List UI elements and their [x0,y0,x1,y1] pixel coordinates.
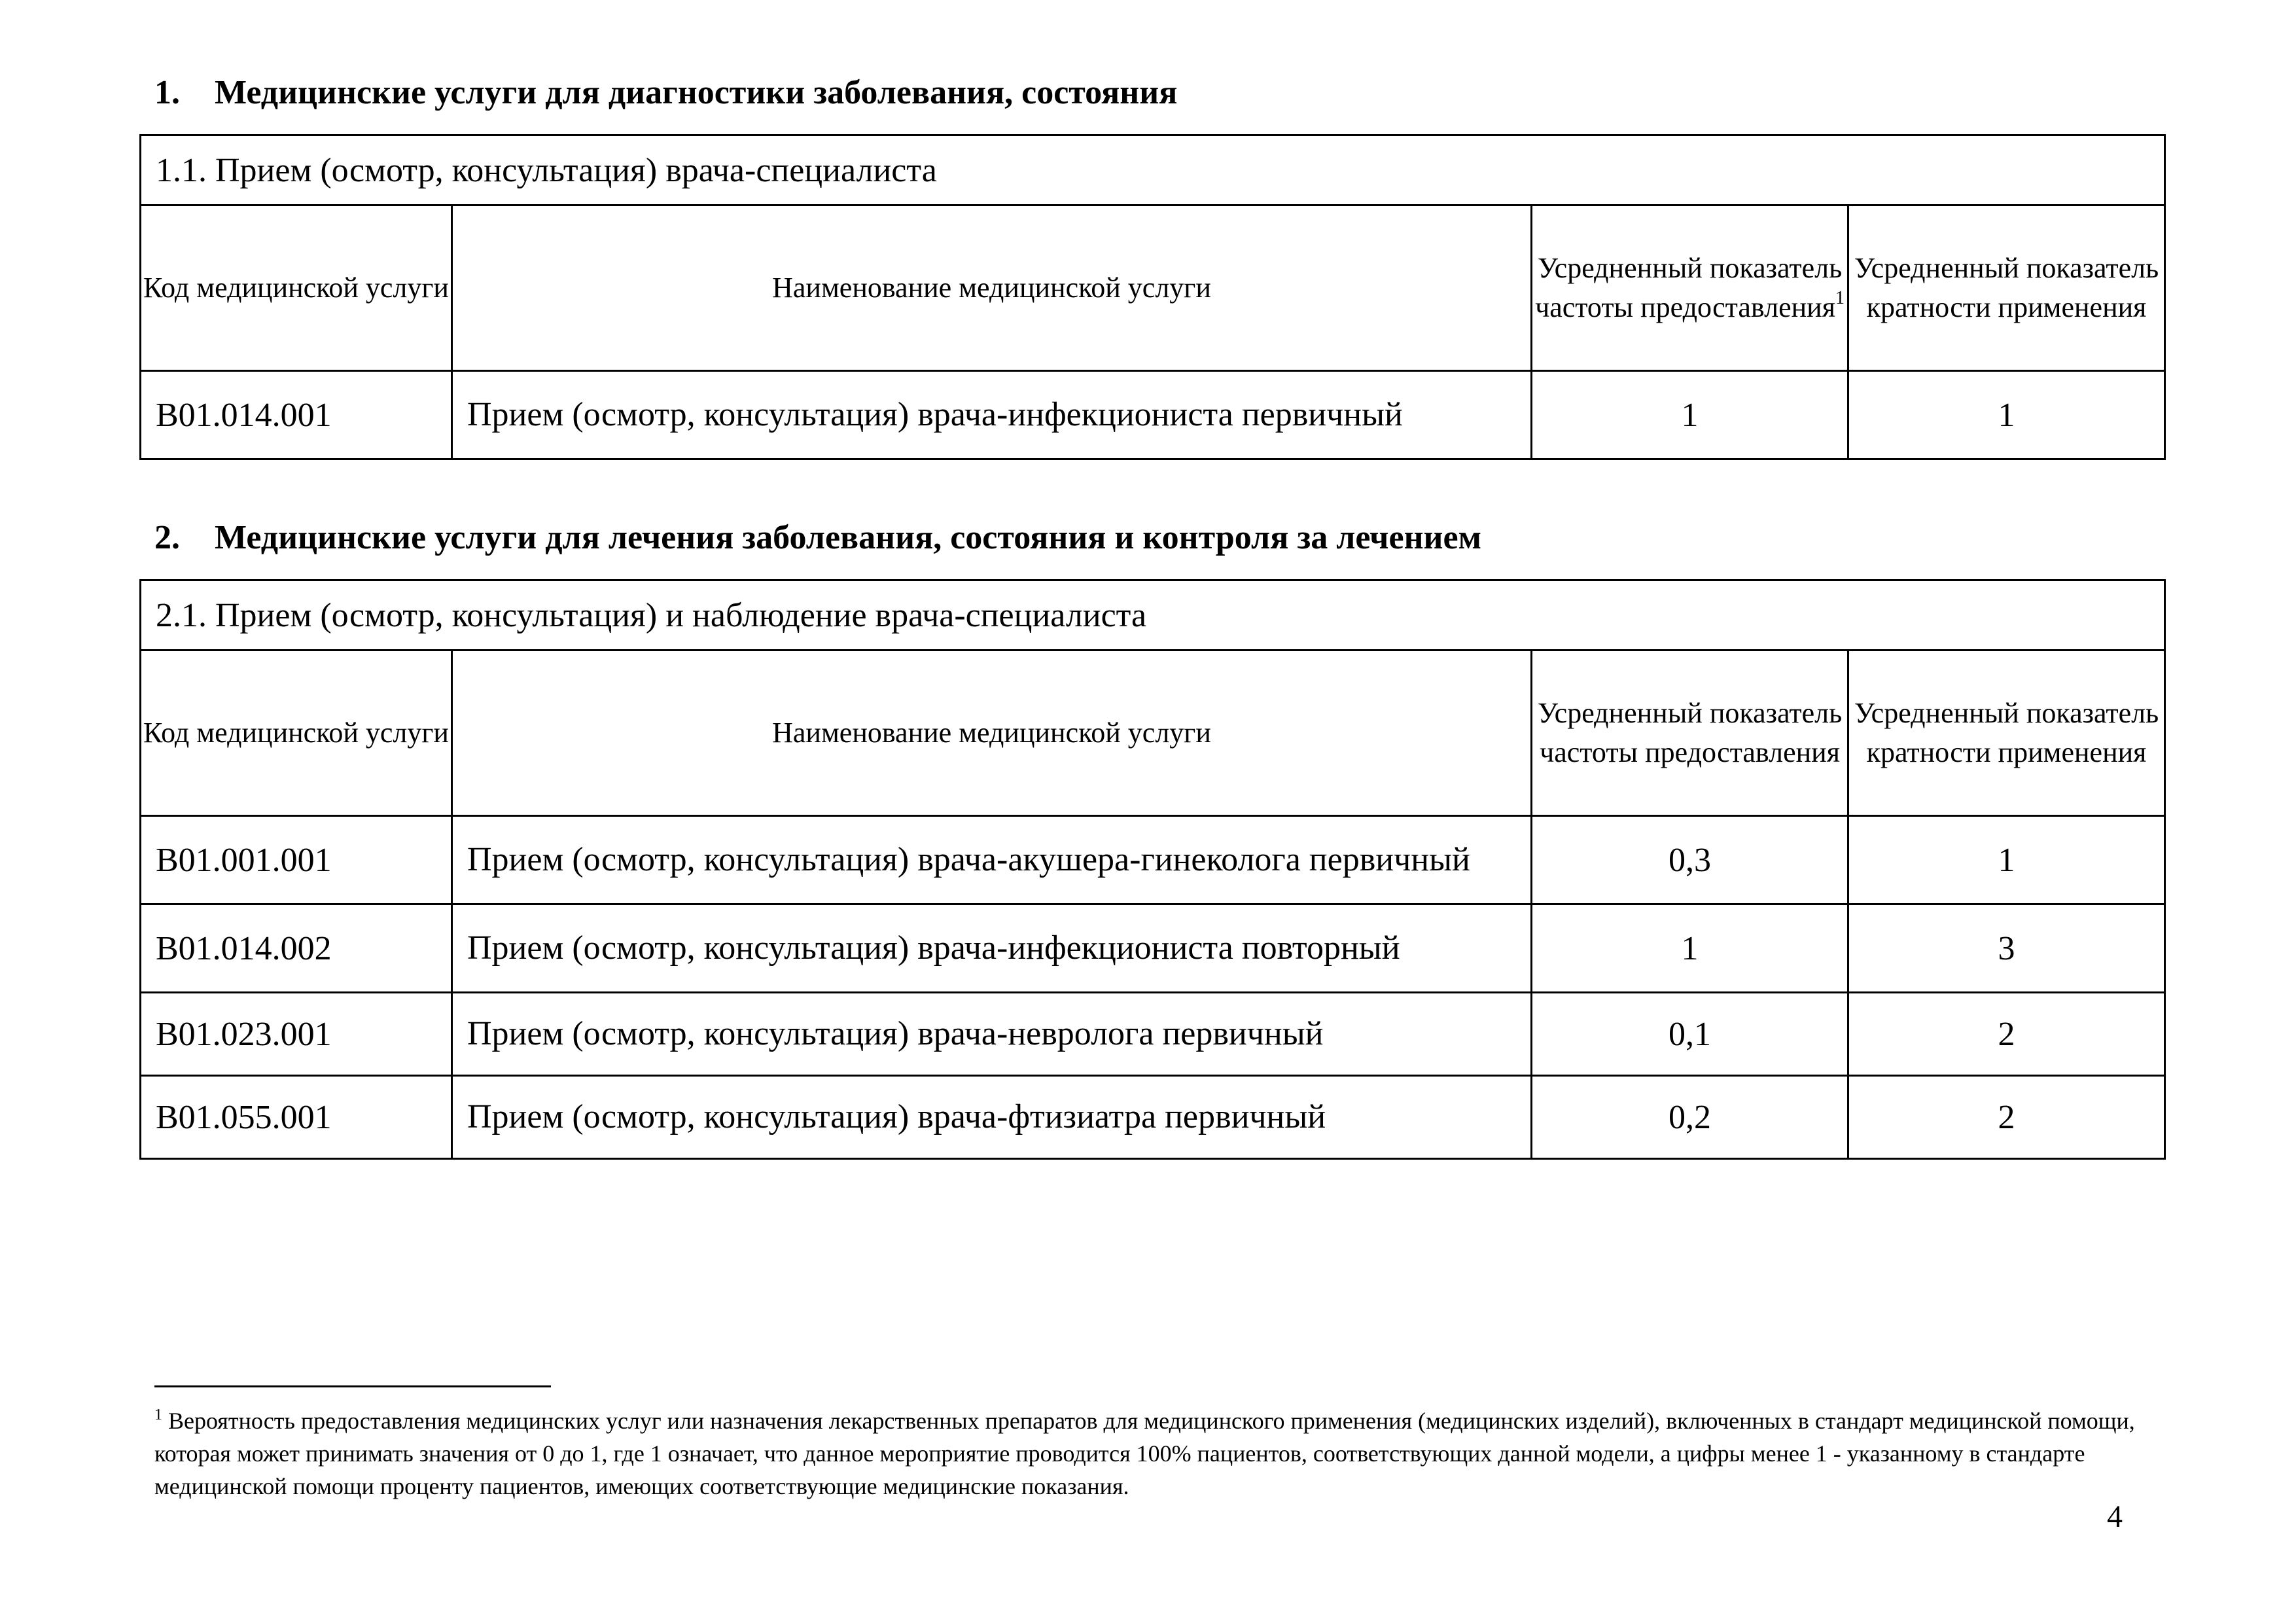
service-code: B01.023.001 [141,993,452,1076]
section-1-title: Медицинские услуги для диагностики заболевания, состояния [215,74,1178,111]
multiplicity-value: 3 [1848,904,2165,993]
service-code: B01.014.002 [141,904,452,993]
service-code: B01.001.001 [141,816,452,904]
service-name: Прием (осмотр, консультация) врача-фтизиатра первичный [452,1076,1532,1159]
table-row [141,371,2165,459]
section-2-title: Медицинские услуги для лечения заболевания, состояния и контроля за лечением [215,519,1482,556]
multiplicity-value: 2 [1848,993,2165,1076]
header-frequency: Усредненный показатель частоты предоставления [1532,651,1848,816]
footnote-marker: 1 [154,1406,162,1423]
header-frequency-label: Усредненный показатель частоты предоставления [1535,252,1843,323]
header-multiplicity: Усредненный показатель кратности применения [1848,205,2165,371]
section-2-heading [154,518,1481,558]
section-1-number: 1. [154,74,180,111]
frequency-value: 0,1 [1532,993,1848,1076]
frequency-value: 1 [1532,371,1848,459]
footnote-text: Вероятность предоставления медицинских услуг или назначения лекарственных препаратов для медицинского применения (медицинских изделий), включенных в стандарт медицинской помощи, которая может принимать значения от 0 до 1, где 1 означает, что данное мероприятие проводится 100% пациентов, соответствующих данной модели, а цифры менее 1 - указанному в стандарте медицинской помощи проценту пациентов, имеющих соответствующие медицинские показания. [154,1408,2135,1499]
multiplicity-value: 1 [1848,816,2165,904]
header-multiplicity: Усредненный показатель кратности применения [1848,651,2165,816]
frequency-value: 0,2 [1532,1076,1848,1159]
header-frequency [1532,205,1848,371]
treatment-services-table [139,579,2166,1160]
footnote-separator [154,1385,551,1387]
header-code: Код медицинской услуги [141,205,452,371]
service-code: B01.014.001 [141,371,452,459]
frequency-value: 1 [1532,904,1848,993]
section-1-heading [154,73,1177,113]
header-name: Наименование медицинской услуги [452,651,1532,816]
service-name: Прием (осмотр, консультация) врача-инфекциониста первичный [452,371,1532,459]
header-code: Код медицинской услуги [141,651,452,816]
service-name: Прием (осмотр, консультация) врача-невролога первичный [452,993,1532,1076]
section-2-number: 2. [154,519,180,556]
table-caption: 2.1. Прием (осмотр, консультация) и наблюдение врача-специалиста [141,580,2165,651]
table-row [141,816,2165,904]
service-name: Прием (осмотр, консультация) врача-акушера-гинеколога первичный [452,816,1532,904]
footnote-ref: 1 [1835,288,1845,308]
header-name: Наименование медицинской услуги [452,205,1532,371]
table-row [141,993,2165,1076]
table-caption: 1.1. Прием (осмотр, консультация) врача-специалиста [141,135,2165,205]
table-row [141,904,2165,993]
footnote [154,1404,2144,1503]
service-code: B01.055.001 [141,1076,452,1159]
table-row [141,1076,2165,1159]
multiplicity-value: 1 [1848,371,2165,459]
frequency-value: 0,3 [1532,816,1848,904]
page-number: 4 [2107,1499,2123,1534]
service-name: Прием (осмотр, консультация) врача-инфекциониста повторный [452,904,1532,993]
diagnostics-services-table [139,134,2166,460]
multiplicity-value: 2 [1848,1076,2165,1159]
